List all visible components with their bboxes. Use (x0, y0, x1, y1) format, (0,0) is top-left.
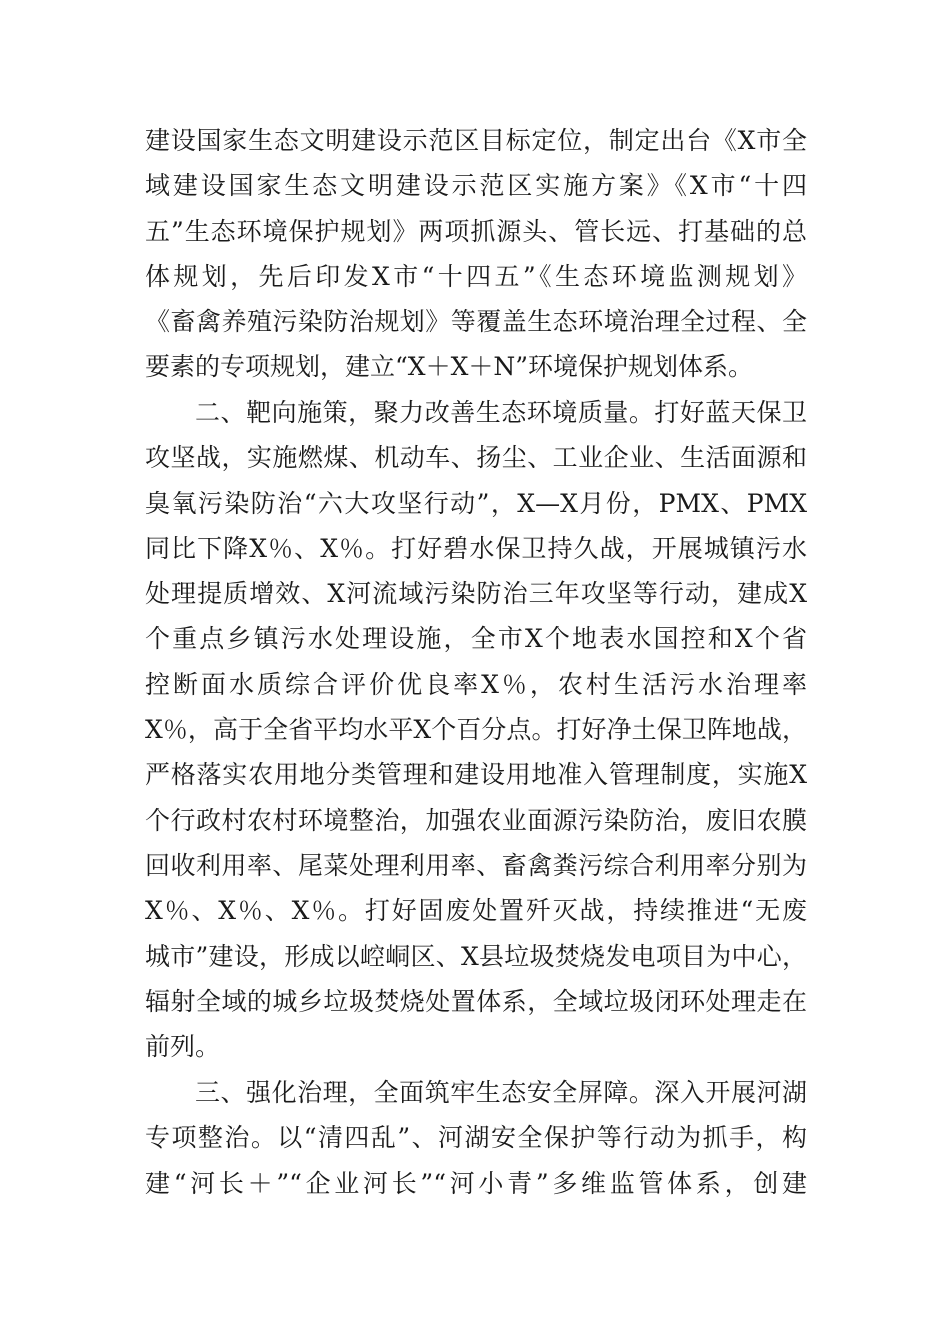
text-line: 个重点乡镇污水处理设施，全市X个地表水国控和X个省 (145, 624, 807, 654)
text-line: 攻坚战，实施燃煤、机动车、扬尘、工业企业、生活面源和 (145, 443, 807, 473)
paragraph-3 (145, 1070, 807, 1206)
text-line: 三、强化治理，全面筑牢生态安全屏障。深入开展河湖 (195, 1078, 807, 1107)
text-line: 建“河长＋”“企业河长”“河小青”多维监管体系，创建 (145, 1168, 807, 1198)
text-line: 专项整治。以“清四乱”、河湖安全保护等行动为抓手，构 (145, 1123, 807, 1153)
text-line: 处理提质增效、X河流域污染防治三年攻坚等行动，建成X (145, 579, 807, 609)
text-line: 前列。 (145, 1032, 221, 1062)
text-line: 五”生态环境保护规划》两项抓源头、管长远、打基础的总 (145, 216, 807, 246)
text-line: X％，高于全省平均水平X个百分点。打好净土保卫阵地战， (145, 715, 807, 745)
text-line: 个行政村农村环境整治，加强农业面源污染防治，废旧农膜 (145, 805, 807, 835)
text-line: 辐射全域的城乡垃圾焚烧处置体系，全域垃圾闭环处理走在 (145, 986, 807, 1016)
text-line: 严格落实农用地分类管理和建设用地准入管理制度，实施X (145, 760, 807, 790)
text-line: 城市”建设，形成以崆峒区、X县垃圾焚烧发电项目为中心， (145, 941, 807, 971)
text-line: 体规划，先后印发X市“十四五”《生态环境监测规划》 (145, 261, 807, 291)
paragraph-2 (145, 390, 807, 1069)
text-line: 《畜禽养殖污染防治规划》等覆盖生态环境治理全过程、全 (145, 307, 807, 337)
text-line: 回收利用率、尾菜处理利用率、畜禽粪污综合利用率分别为 (145, 850, 807, 880)
text-line: 二、靶向施策，聚力改善生态环境质量。打好蓝天保卫 (195, 398, 807, 427)
text-line: 臭氧污染防治“六大攻坚行动”，X—X月份，PMX、PMX (145, 488, 807, 518)
text-line: 同比下降X％、X％。打好碧水保卫持久战，开展城镇污水 (145, 533, 807, 563)
text-line: 控断面水质综合评价优良率X％，农村生活污水治理率 (145, 669, 807, 699)
text-line: 域建设国家生态文明建设示范区实施方案》《X市“十四 (145, 171, 807, 201)
text-line: X％、X％、X％。打好固废处置歼灭战，持续推进“无废 (145, 896, 807, 926)
text-line: 建设国家生态文明建设示范区目标定位，制定出台《X市全 (145, 126, 807, 155)
paragraph-1 (145, 118, 807, 390)
text-line: 要素的专项规划，建立“X＋X＋N”环境保护规划体系。 (145, 352, 754, 382)
